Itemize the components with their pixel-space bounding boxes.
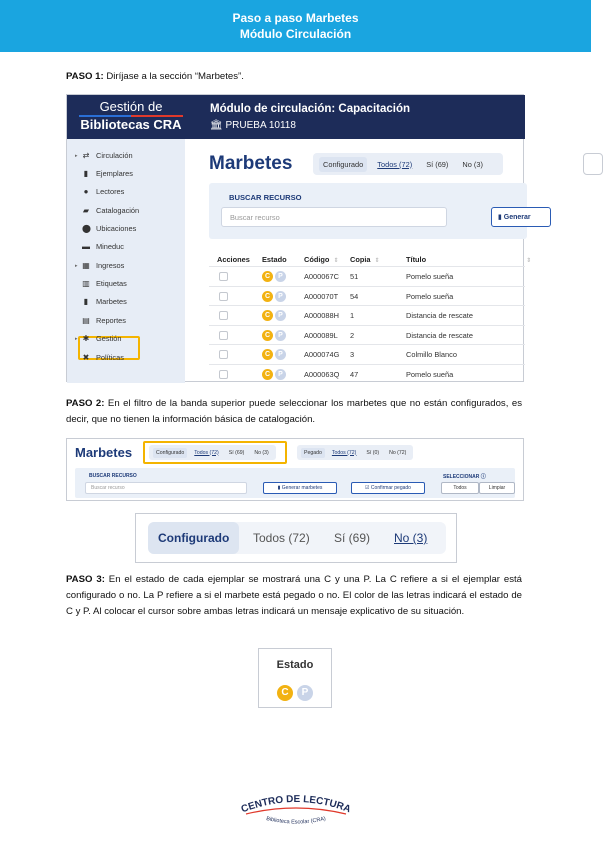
cell-copia: 1 <box>350 311 355 320</box>
filter-configurado <box>313 153 503 175</box>
step2-label: PASO 2: <box>66 398 105 409</box>
banner-subtitle: Módulo Circulación <box>239 27 352 41</box>
page-title: Marbetes <box>209 153 293 174</box>
library-label: PRUEBA 10118 <box>225 120 296 131</box>
filter-no[interactable]: No (3) <box>254 449 269 456</box>
catalog-icon: ▰ <box>82 205 90 215</box>
estado-label: Estado <box>276 659 314 671</box>
person-icon: ● <box>83 186 89 196</box>
generate-label: Generar <box>503 214 531 221</box>
estado-example <box>258 648 332 708</box>
highlight-filter <box>143 441 287 464</box>
status-p-icon[interactable]: P <box>275 330 286 341</box>
cell-codigo: A000063Q <box>304 369 340 379</box>
row-checkbox[interactable] <box>219 272 228 281</box>
sidebar-item[interactable] <box>75 224 136 233</box>
confirm-label: Confirmar pegado <box>370 485 411 491</box>
filter-label-configurado: Configurado <box>153 448 187 458</box>
clear-button[interactable]: Limpiar <box>479 482 515 494</box>
brand-line1: Gestión de <box>99 99 163 114</box>
filter-todos[interactable]: Todos (72) <box>331 449 357 456</box>
brand-logo <box>79 100 183 132</box>
sidebar-item-label: Ubicaciones <box>96 224 137 233</box>
sidebar-item-label: Ejemplares <box>96 169 133 178</box>
table-row[interactable] <box>209 364 525 383</box>
col-titulo-label: Título <box>406 255 427 264</box>
generate-button[interactable] <box>263 482 337 494</box>
filter-no[interactable]: No (3) <box>394 531 428 545</box>
book-icon: ▮ <box>83 168 89 178</box>
sort-icon: ⇕ <box>526 258 532 264</box>
filter-no[interactable]: No (3) <box>462 159 483 169</box>
tools-icon: ✖ <box>82 352 90 362</box>
cell-codigo: A000089L <box>304 330 338 340</box>
filter-todos[interactable]: Todos (72) <box>194 449 219 456</box>
sidebar-item[interactable] <box>75 353 124 362</box>
library-name <box>210 120 296 131</box>
step3-paragraph <box>66 572 522 620</box>
select-text: SELECCIONAR <box>443 474 480 480</box>
brand-line2: Bibliotecas CRA <box>80 117 182 132</box>
filter-label-pegado: Pegado <box>301 448 325 458</box>
logo-line1: CENTRO DE LECTURA <box>239 793 353 816</box>
status-p-icon[interactable]: P <box>297 685 313 701</box>
status-c-icon[interactable]: C <box>262 349 273 360</box>
sidebar-item-label: Mineduc <box>96 242 124 251</box>
table-row[interactable] <box>209 325 525 344</box>
cell-copia: 3 <box>350 350 355 359</box>
col-titulo[interactable] <box>406 255 531 264</box>
cell-codigo: A000074G <box>304 350 340 359</box>
barcode-icon: ▥ <box>82 278 90 288</box>
sidebar-item-label: Catalogación <box>96 206 140 215</box>
sidebar-item[interactable] <box>75 169 133 178</box>
col-estado: Estado <box>262 255 287 264</box>
screenshot-filters <box>66 438 524 501</box>
col-copia-label: Copia <box>350 255 371 264</box>
filter-zoom-bar <box>148 522 446 554</box>
generate-label: Generar marbetes <box>281 485 323 491</box>
status-p-icon[interactable]: P <box>275 291 286 302</box>
caret-icon: ▸ <box>75 152 78 159</box>
cell-codigo: A000070T <box>304 291 339 301</box>
cell-titulo: Pomelo sueña <box>406 369 454 379</box>
sidebar-item-label: Circulación <box>96 151 133 160</box>
filter-zoom <box>135 513 457 563</box>
cell-titulo: Distancia de rescate <box>406 330 473 340</box>
status-c-icon[interactable]: C <box>262 271 273 282</box>
banner-title: Paso a paso Marbetes <box>232 11 359 25</box>
col-acciones: Acciones <box>217 255 250 264</box>
cell-copia: 51 <box>350 272 359 281</box>
bookmark-icon: ▮ <box>277 485 282 491</box>
table-row[interactable] <box>209 266 525 285</box>
cell-codigo: A000088H <box>304 311 339 320</box>
sidebar-item[interactable] <box>75 187 124 196</box>
step2-text: En el filtro de la banda superior puede seleccionar los marbetes que no están configurados, es decir, que no tienen la información básica de catalogación. <box>66 398 522 425</box>
search-panel <box>209 183 531 239</box>
table-row[interactable] <box>209 305 525 324</box>
status-c-icon[interactable]: C <box>262 291 273 302</box>
box-icon: ▦ <box>82 260 90 270</box>
status-p-icon[interactable]: P <box>275 310 286 321</box>
app-header <box>67 95 525 139</box>
cell-copia: 2 <box>350 330 355 340</box>
filter-si[interactable]: Sí (69) <box>334 531 371 545</box>
table-row[interactable] <box>209 344 525 363</box>
table-row[interactable] <box>209 286 525 305</box>
centro-lectura-logo <box>236 790 356 830</box>
sidebar-item-label: Gestión <box>96 334 122 343</box>
filter-si[interactable]: Sí (69) <box>426 159 449 169</box>
header-banner <box>0 0 591 52</box>
step3-text: En el estado de cada ejemplar se mostrará una C y una P. La C refiere a si el ejemplar está configurado o no. La P refiere a si el marbete está pegado o no. El color de las letras indicará el estado de C y P. Al colocar el cursor sobre ambas letras indicará un mensaje explicativo de su situación. <box>66 574 522 617</box>
page-title: Marbetes <box>75 445 133 460</box>
sidebar-item-label: Ingresos <box>96 261 125 270</box>
search-label: BUSCAR RECURSO <box>89 473 137 479</box>
cell-titulo: Pomelo sueña <box>406 272 454 281</box>
row-checkbox[interactable] <box>219 370 228 379</box>
col-codigo[interactable] <box>304 255 338 264</box>
select-label <box>443 473 486 480</box>
col-codigo-label: Código <box>304 255 330 264</box>
confirm-button[interactable] <box>351 482 425 494</box>
row-checkbox[interactable] <box>219 292 228 301</box>
filter-si[interactable]: Sí (69) <box>228 449 245 456</box>
screenshot-marbetes <box>66 94 532 382</box>
filter-todos[interactable]: Todos (72) <box>253 531 310 545</box>
bookmark-icon: ▮ <box>83 296 89 306</box>
caret-icon: ▸ <box>75 262 78 269</box>
cell-titulo: Colmillo Blanco <box>406 350 457 359</box>
step1-label: PASO 1: <box>66 71 104 82</box>
filter-pegado <box>297 445 413 460</box>
cell-codigo: A000067C <box>304 272 339 281</box>
status-c-icon[interactable]: C <box>262 369 273 380</box>
sidebar-item-label: Etiquetas <box>96 279 127 288</box>
check-icon: ☑ <box>365 485 371 491</box>
filter-no[interactable]: No (72) <box>389 449 407 456</box>
sidebar-item-label: Reportes <box>96 316 126 325</box>
search-label: BUSCAR RECURSO <box>229 193 302 202</box>
sort-icon: ⇕ <box>333 258 339 264</box>
status-p-icon[interactable]: P <box>275 271 286 282</box>
step2-paragraph <box>66 396 522 428</box>
search-input[interactable]: Buscar recurso <box>221 207 447 227</box>
report-icon: ▤ <box>82 315 90 325</box>
sidebar-item[interactable] <box>75 151 133 160</box>
select-all-button[interactable]: Todos <box>441 482 479 494</box>
sidebar-item[interactable] <box>75 316 126 325</box>
status-c-icon[interactable]: C <box>262 310 273 321</box>
filter-pegado-edge <box>583 153 603 175</box>
sidebar-item[interactable] <box>75 334 121 343</box>
filter-label-configurado: Configurado <box>319 157 367 172</box>
caret-icon: ▸ <box>75 335 78 342</box>
sidebar-item[interactable] <box>75 242 124 251</box>
pin-icon: ⬤ <box>82 223 91 233</box>
bookmark-icon: ▮ <box>498 214 504 221</box>
sidebar-item[interactable] <box>75 279 127 288</box>
row-checkbox[interactable] <box>219 350 228 359</box>
col-copia[interactable] <box>350 255 380 264</box>
arrows-icon: ⇄ <box>82 150 90 160</box>
sidebar-item-label: Lectores <box>96 187 125 196</box>
filter-si[interactable]: Sí (0) <box>366 449 380 456</box>
cell-copia: 47 <box>350 369 359 379</box>
module-title: Módulo de circulación: Capacitación <box>210 103 411 115</box>
filter-todos[interactable]: Todos (72) <box>377 159 413 169</box>
status-p-icon[interactable]: P <box>275 369 286 380</box>
search-panel <box>75 468 515 498</box>
filter-label-configurado: Configurado <box>148 522 239 554</box>
status-c-icon[interactable]: C <box>277 685 293 701</box>
search-input[interactable]: Buscar recurso <box>85 482 247 494</box>
sidebar-item[interactable] <box>75 206 139 215</box>
sidebar-item[interactable] <box>75 297 127 306</box>
help-icon: ⓘ <box>480 474 486 480</box>
status-c-icon[interactable]: C <box>262 330 273 341</box>
generate-button[interactable] <box>491 207 551 227</box>
step1-text: Diríjase a la sección “Marbetes”. <box>103 71 244 82</box>
step1-paragraph <box>66 69 522 85</box>
building-icon: 🏛︎ <box>210 120 226 131</box>
cell-copia: 54 <box>350 291 359 301</box>
cell-titulo: Distancia de rescate <box>406 311 473 320</box>
logo-line2: Biblioteca Escolar (CRA) <box>265 815 327 826</box>
sidebar-item-label: Políticas <box>96 353 124 362</box>
truck-icon: ▬ <box>82 241 90 251</box>
sort-icon: ⇕ <box>374 258 380 264</box>
sidebar <box>67 139 185 383</box>
step3-label: PASO 3: <box>66 574 105 585</box>
cell-titulo: Pomelo sueña <box>406 291 454 301</box>
row-checkbox[interactable] <box>219 311 228 320</box>
row-checkbox[interactable] <box>219 331 228 340</box>
gear-icon: ✱ <box>82 333 90 343</box>
sidebar-item[interactable] <box>75 261 124 270</box>
status-p-icon[interactable]: P <box>275 349 286 360</box>
sidebar-item-label: Marbetes <box>96 297 127 306</box>
